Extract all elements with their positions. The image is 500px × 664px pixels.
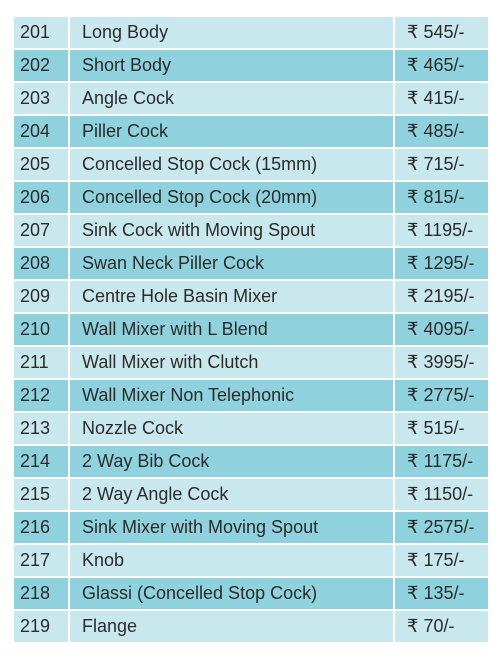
item-code: 210: [14, 314, 70, 347]
table-row: [14, 611, 488, 644]
item-name: Sink Cock with Moving Spout: [70, 215, 395, 248]
item-price: ₹ 135/-: [395, 578, 488, 611]
table-row: [14, 248, 488, 281]
item-code: 203: [14, 83, 70, 116]
item-price: ₹ 2775/-: [395, 380, 488, 413]
item-code: 202: [14, 50, 70, 83]
item-code: 201: [14, 17, 70, 50]
item-code: 213: [14, 413, 70, 446]
item-name: Glassi (Concelled Stop Cock): [70, 578, 395, 611]
item-price: ₹ 175/-: [395, 545, 488, 578]
item-name: Sink Mixer with Moving Spout: [70, 512, 395, 545]
item-code: 219: [14, 611, 70, 644]
item-code: 207: [14, 215, 70, 248]
item-code: 212: [14, 380, 70, 413]
table-row: [14, 215, 488, 248]
item-name: Concelled Stop Cock (15mm): [70, 149, 395, 182]
item-name: 2 Way Bib Cock: [70, 446, 395, 479]
item-name: Centre Hole Basin Mixer: [70, 281, 395, 314]
item-code: 215: [14, 479, 70, 512]
table-row: [14, 149, 488, 182]
table-row: [14, 83, 488, 116]
item-price: ₹ 545/-: [395, 17, 488, 50]
item-name: Angle Cock: [70, 83, 395, 116]
item-name: Wall Mixer with L Blend: [70, 314, 395, 347]
item-price: ₹ 1150/-: [395, 479, 488, 512]
table-row: [14, 116, 488, 149]
table-row: [14, 479, 488, 512]
item-price: ₹ 1175/-: [395, 446, 488, 479]
price-list-table: [14, 17, 488, 644]
item-name: Short Body: [70, 50, 395, 83]
item-price: ₹ 485/-: [395, 116, 488, 149]
table-row: [14, 578, 488, 611]
table-row: [14, 446, 488, 479]
table-row: [14, 314, 488, 347]
item-code: 216: [14, 512, 70, 545]
item-name: 2 Way Angle Cock: [70, 479, 395, 512]
table-row: [14, 182, 488, 215]
item-price: ₹ 2195/-: [395, 281, 488, 314]
item-code: 217: [14, 545, 70, 578]
item-price: ₹ 715/-: [395, 149, 488, 182]
price-list-body: [14, 17, 488, 644]
item-price: ₹ 2575/-: [395, 512, 488, 545]
item-name: Knob: [70, 545, 395, 578]
item-name: Swan Neck Piller Cock: [70, 248, 395, 281]
item-code: 209: [14, 281, 70, 314]
item-name: Flange: [70, 611, 395, 644]
item-name: Piller Cock: [70, 116, 395, 149]
item-code: 206: [14, 182, 70, 215]
item-price: ₹ 70/-: [395, 611, 488, 644]
table-row: [14, 545, 488, 578]
item-code: 208: [14, 248, 70, 281]
table-row: [14, 281, 488, 314]
item-name: Wall Mixer with Clutch: [70, 347, 395, 380]
item-price: ₹ 1295/-: [395, 248, 488, 281]
item-price: ₹ 415/-: [395, 83, 488, 116]
item-price: ₹ 815/-: [395, 182, 488, 215]
item-name: Concelled Stop Cock (20mm): [70, 182, 395, 215]
table-row: [14, 512, 488, 545]
table-row: [14, 413, 488, 446]
table-row: [14, 380, 488, 413]
item-price: ₹ 465/-: [395, 50, 488, 83]
item-code: 211: [14, 347, 70, 380]
item-code: 218: [14, 578, 70, 611]
item-name: Nozzle Cock: [70, 413, 395, 446]
table-row: [14, 50, 488, 83]
item-code: 204: [14, 116, 70, 149]
item-price: ₹ 1195/-: [395, 215, 488, 248]
item-price: ₹ 3995/-: [395, 347, 488, 380]
item-price: ₹ 4095/-: [395, 314, 488, 347]
item-code: 214: [14, 446, 70, 479]
item-price: ₹ 515/-: [395, 413, 488, 446]
item-name: Wall Mixer Non Telephonic: [70, 380, 395, 413]
table-row: [14, 17, 488, 50]
table-row: [14, 347, 488, 380]
item-name: Long Body: [70, 17, 395, 50]
item-code: 205: [14, 149, 70, 182]
